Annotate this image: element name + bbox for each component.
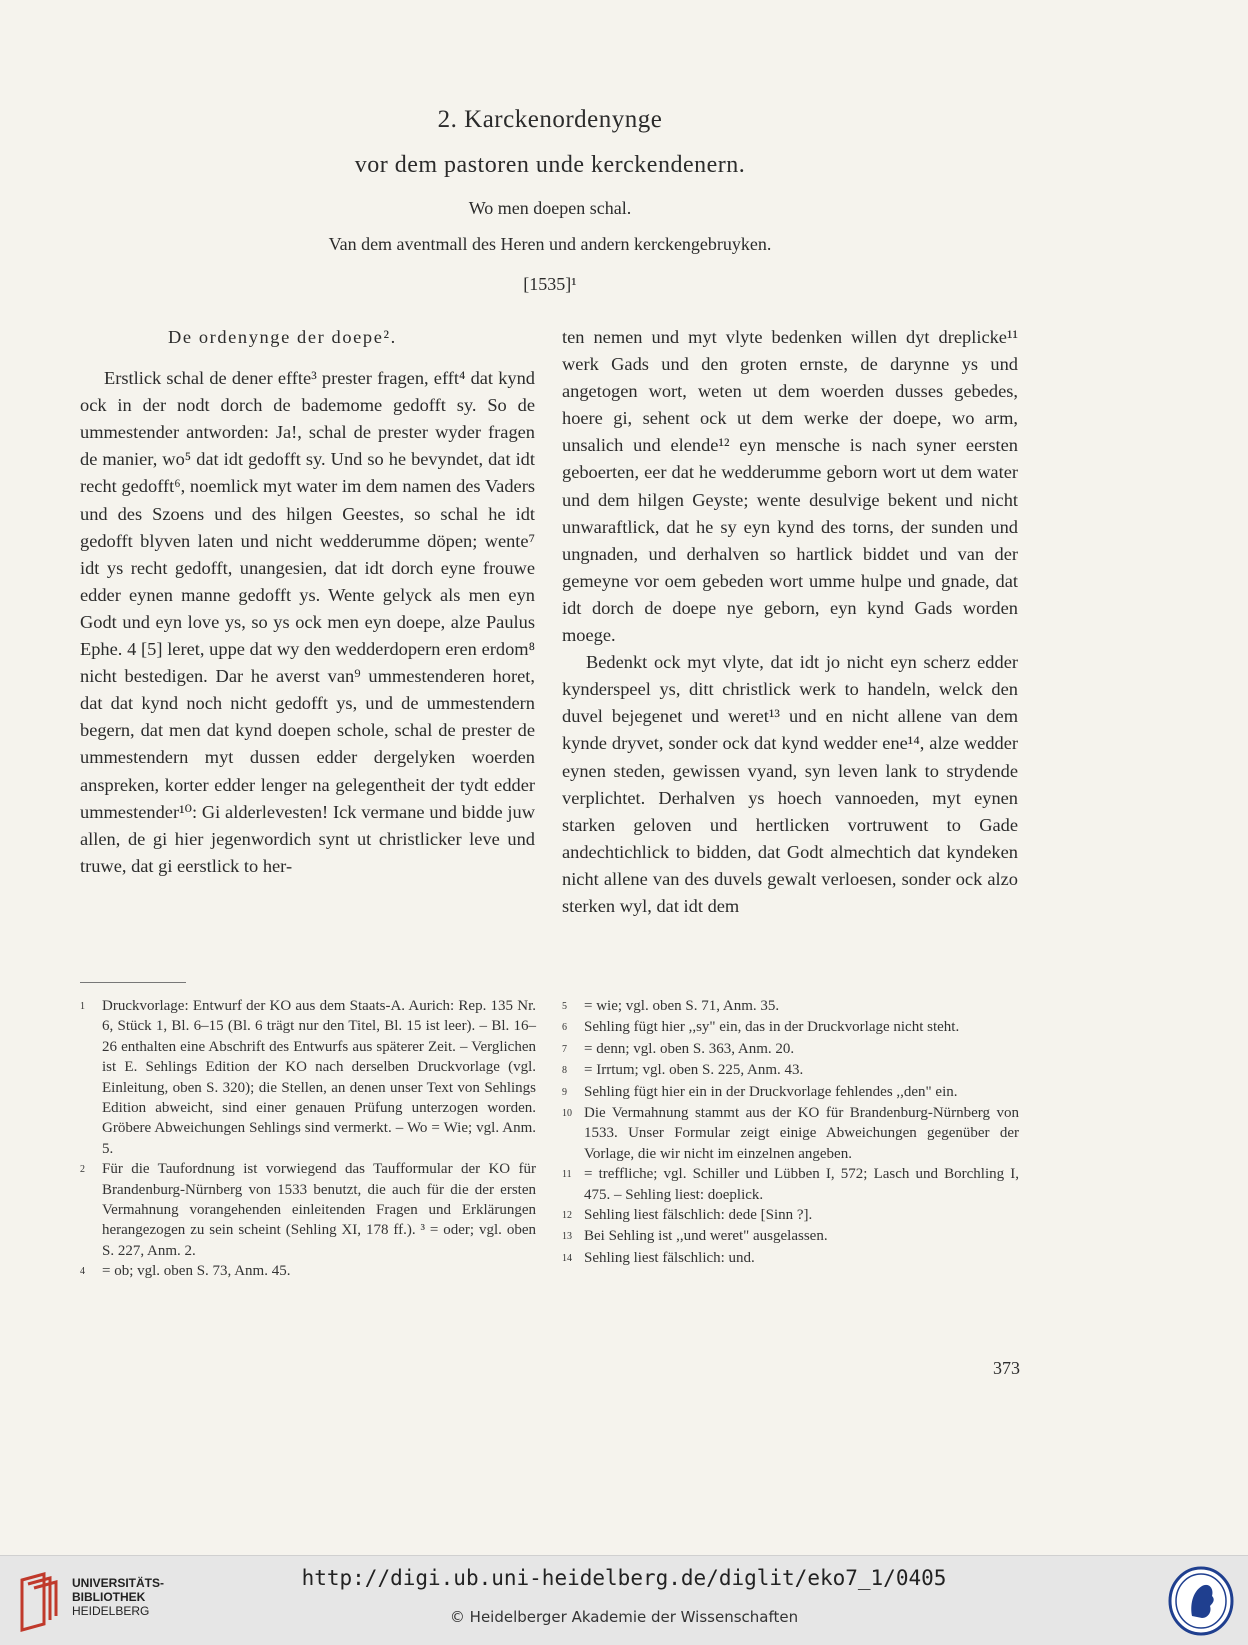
footnote: 2 Für die Taufordnung ist vorwiegend das Taufformular der KO für Brandenburg-Nürnberg von 1533 benutzt, die auch für die der ersten Vermahnung vorangehenden einleitenden Fragen und Erklärungen herangezogen zu sein scheint (Sehling XI, 178 ff.). ³ = oder; vgl. oben S. 227, Anm. 2. [80, 1161, 536, 1259]
chapter-subtitle: vor dem pastoren unde kerckendenern. [354, 152, 746, 178]
footnote: 6 Sehling fügt hier ,,sy" ein, das in der Druckvorlage nicht steht. [562, 1019, 960, 1036]
footnotes-right [562, 996, 1019, 1269]
footnote-divider [80, 982, 186, 983]
right-paragraph-1: ten nemen und myt vlyte bedenken willen dyt dreplicke¹¹ werk Gads und den groten ernste, de darynne ys und angetogen wort, weten ut dem woerden dusses gebedes, hoere gi, sehent ock ut dem werke der doepe, wo arm, unsalich und elende¹² eyn mensche is nach syner eersten geboerten, eer dat he wedderumme geborn wort ut dem water und dem hilgen Geyste; wente desulvige bekent und nicht unwaraftlick, dat he sy eyn kynd des torns, der sunden und ungnaden, und derhalven so hartlick biddet und van der gemeyne vor oem gebeden wort umme hulpe und gnade, dat idt dorch de doepe nye geborn, eyn kynd Gads worden moege. [562, 327, 1018, 646]
footnote: 8 = Irrtum; vgl. oben S. 225, Anm. 43. [562, 1062, 804, 1079]
footnote: 14 Sehling liest fälschlich: und. [562, 1249, 755, 1266]
left-paragraph: Erstlick schal de dener effte³ prester fragen, efft⁴ dat kynd ock in der nodt dorch de bademome gedofft sy. So de ummestender antworden: Ja!, schal de prester wyder fragen de manier, wo⁵ dat idt gedofft sy. Und so he bevyndet, dat idt recht gedofft⁶, noemlick myt water im dem namen des Vaders und des Szoens und des hilgen Geestes, so schal he idt gedofft blyven laten und nicht wedderumme döpen; wente⁷ idt ys recht gedofft, unangesien, dat idt dorch eyne frouwe edder eynen manne gedofft ys. Wente gelyck als men eyn Godt und eyn love ys, so ys ock men eyn doepe, alze Paulus Ephe. 4 [5] leret, uppe dat wy den wedderdopern eren erdom⁸ nicht bestedigen. Dar he averst van⁹ ummestenderen horet, dat dat kynd noch nicht gedofft ys, und de ummestendern begern, dat men dat kynd doepen schole, schal de prester de ummestendern myt dussen edder dergelyken woerden anspreken, korter edder lenger na gelegentheit der tydt edder ummestender¹⁰: Gi alderlevesten! Ick vermane und bidde juw allen, de gi hier jegenwordich synt ut christlicker leve und truwe, dat gi eerstlick to her- [80, 368, 535, 876]
footnote: 9 Sehling fügt hier ein in der Druckvorlage fehlendes ,,den" ein. [562, 1083, 958, 1100]
footnote: 1 Druckvorlage: Entwurf der KO aus dem Staats-A. Aurich: Rep. 135 Nr. 6, Stück 1, Bl. 6–15 (Bl. 6 trägt nur den Titel, Bl. 15 ist leer). – Bl. 16–26 enthalten eine Abschrift des Entwurfs aus späterer Zeit. – Verglichen ist E. Sehlings Edition der KO nach derselben Druckvorlage (vgl. Einleitung, oben S. 320); die Stellen, an denen unser Text von Sehlings Edition abweicht, sind einer genauen Prüfung unterzogen worden. Gröbere Abweichungen Sehlings sind vermerkt. – Wo = Wie; vgl. Anm. 5. [80, 998, 536, 1157]
right-paragraph-2: Bedenkt ock myt vlyte, dat idt jo nicht eyn scherz edder kynderspeel ys, ditt christlick werk to handeln, welck den duvel bejegenet und weret¹³ und en nicht allene van dem kynde dryvet, sonder ock dat kynd wedder ene¹⁴, alze wedder eynen steden, gewissen vyand, syn leven lank to strydende verplichtet. Derhalven ys hoech vannoeden, myt eynen starken geloven und hertlicken vortruwent to Gade andechtichlick to bidden, dat Godt almechtich dat kyndeken nicht allene van des duvels gewalt verloesen, sonder ock alzo sterken wyl, dat idt dem [562, 652, 1018, 916]
date-line: [1535]¹ [523, 274, 577, 294]
footnotes-left [80, 996, 536, 1283]
right-column [562, 324, 1018, 920]
footnote: 11 = treffliche; vgl. Schiller und Lübben I, 572; Lasch und Borchling I, 475. – Sehling liest: doeplick. [562, 1166, 1019, 1203]
section-line-1: Wo men doepen schal. [468, 198, 632, 218]
section-line-2: Van dem aventmall des Heren und andern kerckengebruyken. [328, 234, 772, 254]
viewer-footer [0, 1555, 1248, 1645]
library-name[interactable]: UNIVERSITÄTS- BIBLIOTHEK HEIDELBERG [72, 1576, 165, 1618]
page-number: 373 [993, 1358, 1020, 1378]
permalink-url[interactable]: http://digi.ub.uni-heidelberg.de/diglit/eko7_1/0405 [301, 1566, 947, 1590]
left-column [80, 324, 535, 880]
footnote: 7 = denn; vgl. oben S. 363, Anm. 20. [562, 1040, 795, 1057]
academy-seal-icon[interactable] [1168, 1566, 1234, 1636]
footnote: 5 = wie; vgl. oben S. 71, Anm. 35. [562, 998, 780, 1014]
footnote: 13 Bei Sehling ist ,,und weret" ausgelassen. [562, 1228, 828, 1245]
section-heading: De ordenynge der doepe². [168, 327, 397, 347]
footnote: 10 Die Vermahnung stammt aus der KO für Brandenburg-Nürnberg von 1533. Unser Formular zeigt einige Abweichungen gegenüber der Vorlage, die wir nicht im einzelnen angeben. [562, 1105, 1019, 1162]
copyright-notice: © Heidelberger Akademie der Wissenschaften [449, 1608, 799, 1626]
footnote: 4 = ob; vgl. oben S. 73, Anm. 45. [80, 1263, 291, 1280]
footnote: 12 Sehling liest fälschlich: dede [Sinn ?]. [562, 1207, 813, 1224]
chapter-title: 2. Karckenordenynge [437, 106, 663, 133]
